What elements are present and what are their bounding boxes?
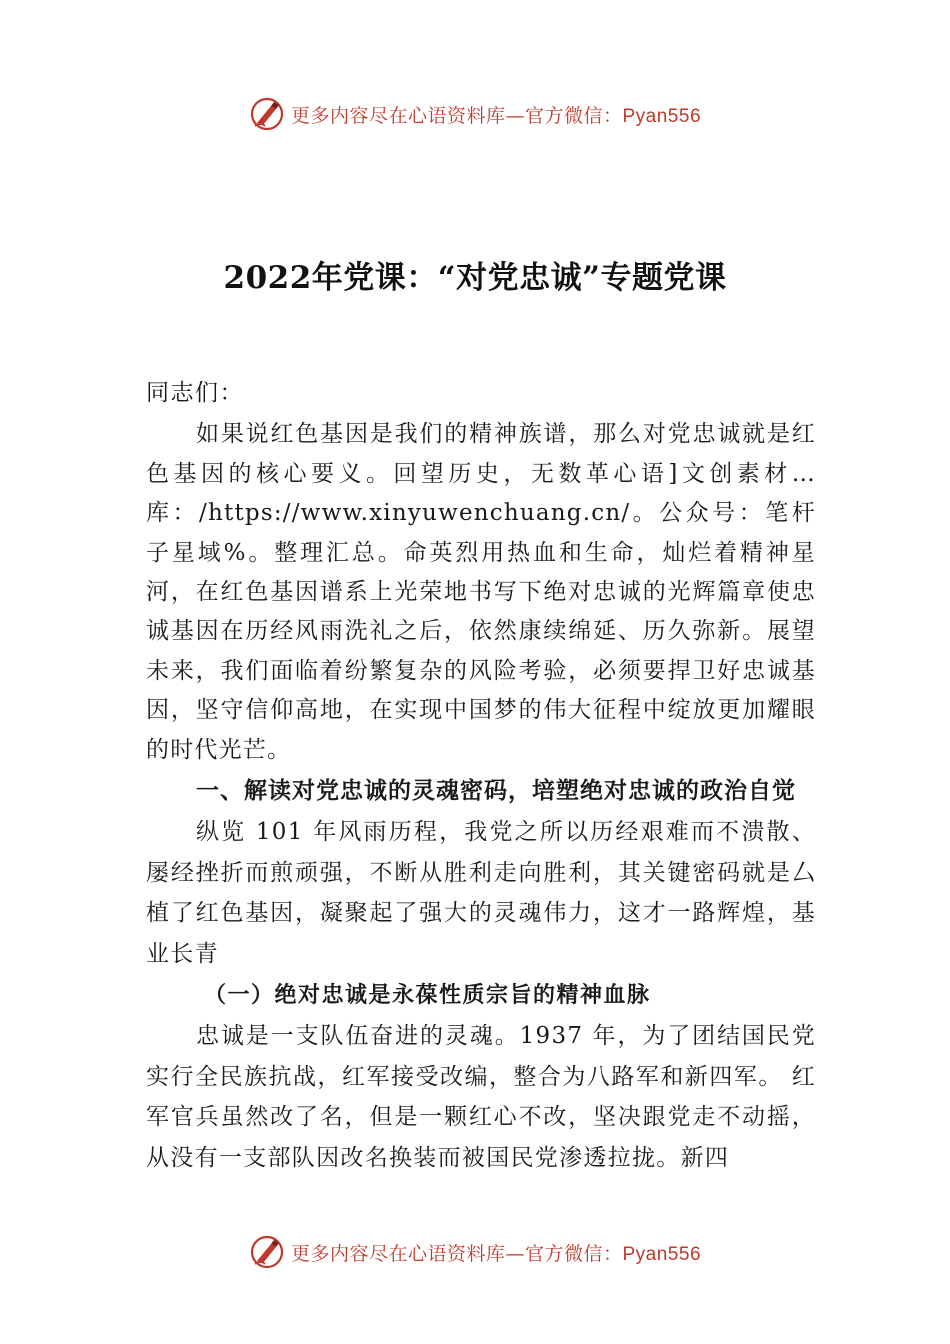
section1-heading: 一、解读对党忠诚的灵魂密码，培塑绝对忠诚的政治自觉 <box>196 778 796 805</box>
header-separator: — <box>505 104 525 127</box>
header-banner <box>0 92 950 136</box>
footer-separator: — <box>505 1242 525 1265</box>
document-body <box>146 374 816 1178</box>
header-banner-text <box>291 101 701 128</box>
footer-banner <box>0 1230 950 1274</box>
footer-contact-label: 官方微信： <box>524 1242 623 1265</box>
footer-brand: 更多内容尽在心语资料库 <box>290 1242 506 1265</box>
document-title: 2022年党课：“对党忠诚”专题党课 <box>223 260 727 296</box>
pen-logo-icon <box>249 1234 285 1270</box>
subsection1-heading: （一）绝对忠诚是永葆性质宗旨的精神血脉 <box>204 982 651 1009</box>
footer-account: Pyan556 <box>622 1243 702 1265</box>
section1-paragraph: 纵览 101 年风雨历程，我党之所以历经艰难而不溃散、屡经挫折而煎顽强，不断从胜利走向胜利，其关键密码就是厶植了红色基因，凝聚起了强大的灵魂伟力，这才一路辉煌，基业长青 <box>146 819 816 967</box>
pen-logo-icon <box>249 96 285 132</box>
subsection1-paragraph: 忠诚是一支队伍奋进的灵魂。1937 年，为了团结国民党实行全民族抗战，红军接受改编，整合为八路军和新四军。 红军官兵虽然改了名，但是一颗红心不改，坚决跟党走不动摇，从没有一支部队因改名换装而被国民党渗透拉拢。新四 <box>146 1023 816 1171</box>
intro-paragraph: 如果说红色基因是我们的精神族谱，那么对党忠诚就是红色基因的核心要义。回望历史，无数革心语]文创素材…库：/https://www.xinyuwenchuang.cn/。公众号：笔杆子星域%。整理汇总。命英烈用热血和生命，灿烂着精神星河，在红色基因谱系上光荣地书写下绝对忠诚的光辉篇章使忠诚基因在历经风雨洗礼之后，依然康续绵延、历久弥新。展望未来，我们面临着纷繁复杂的风险考验，必须要捍卫好忠诚基因，坚守信仰高地，在实现中国梦的伟大征程中绽放更加耀眼的时代光芒。 <box>146 421 816 763</box>
header-account: Pyan556 <box>622 105 702 127</box>
header-contact-label: 官方微信： <box>524 104 623 127</box>
header-brand: 更多内容尽在心语资料库 <box>290 104 506 127</box>
greeting: 同志们： <box>146 380 244 406</box>
footer-banner-text <box>291 1239 701 1266</box>
